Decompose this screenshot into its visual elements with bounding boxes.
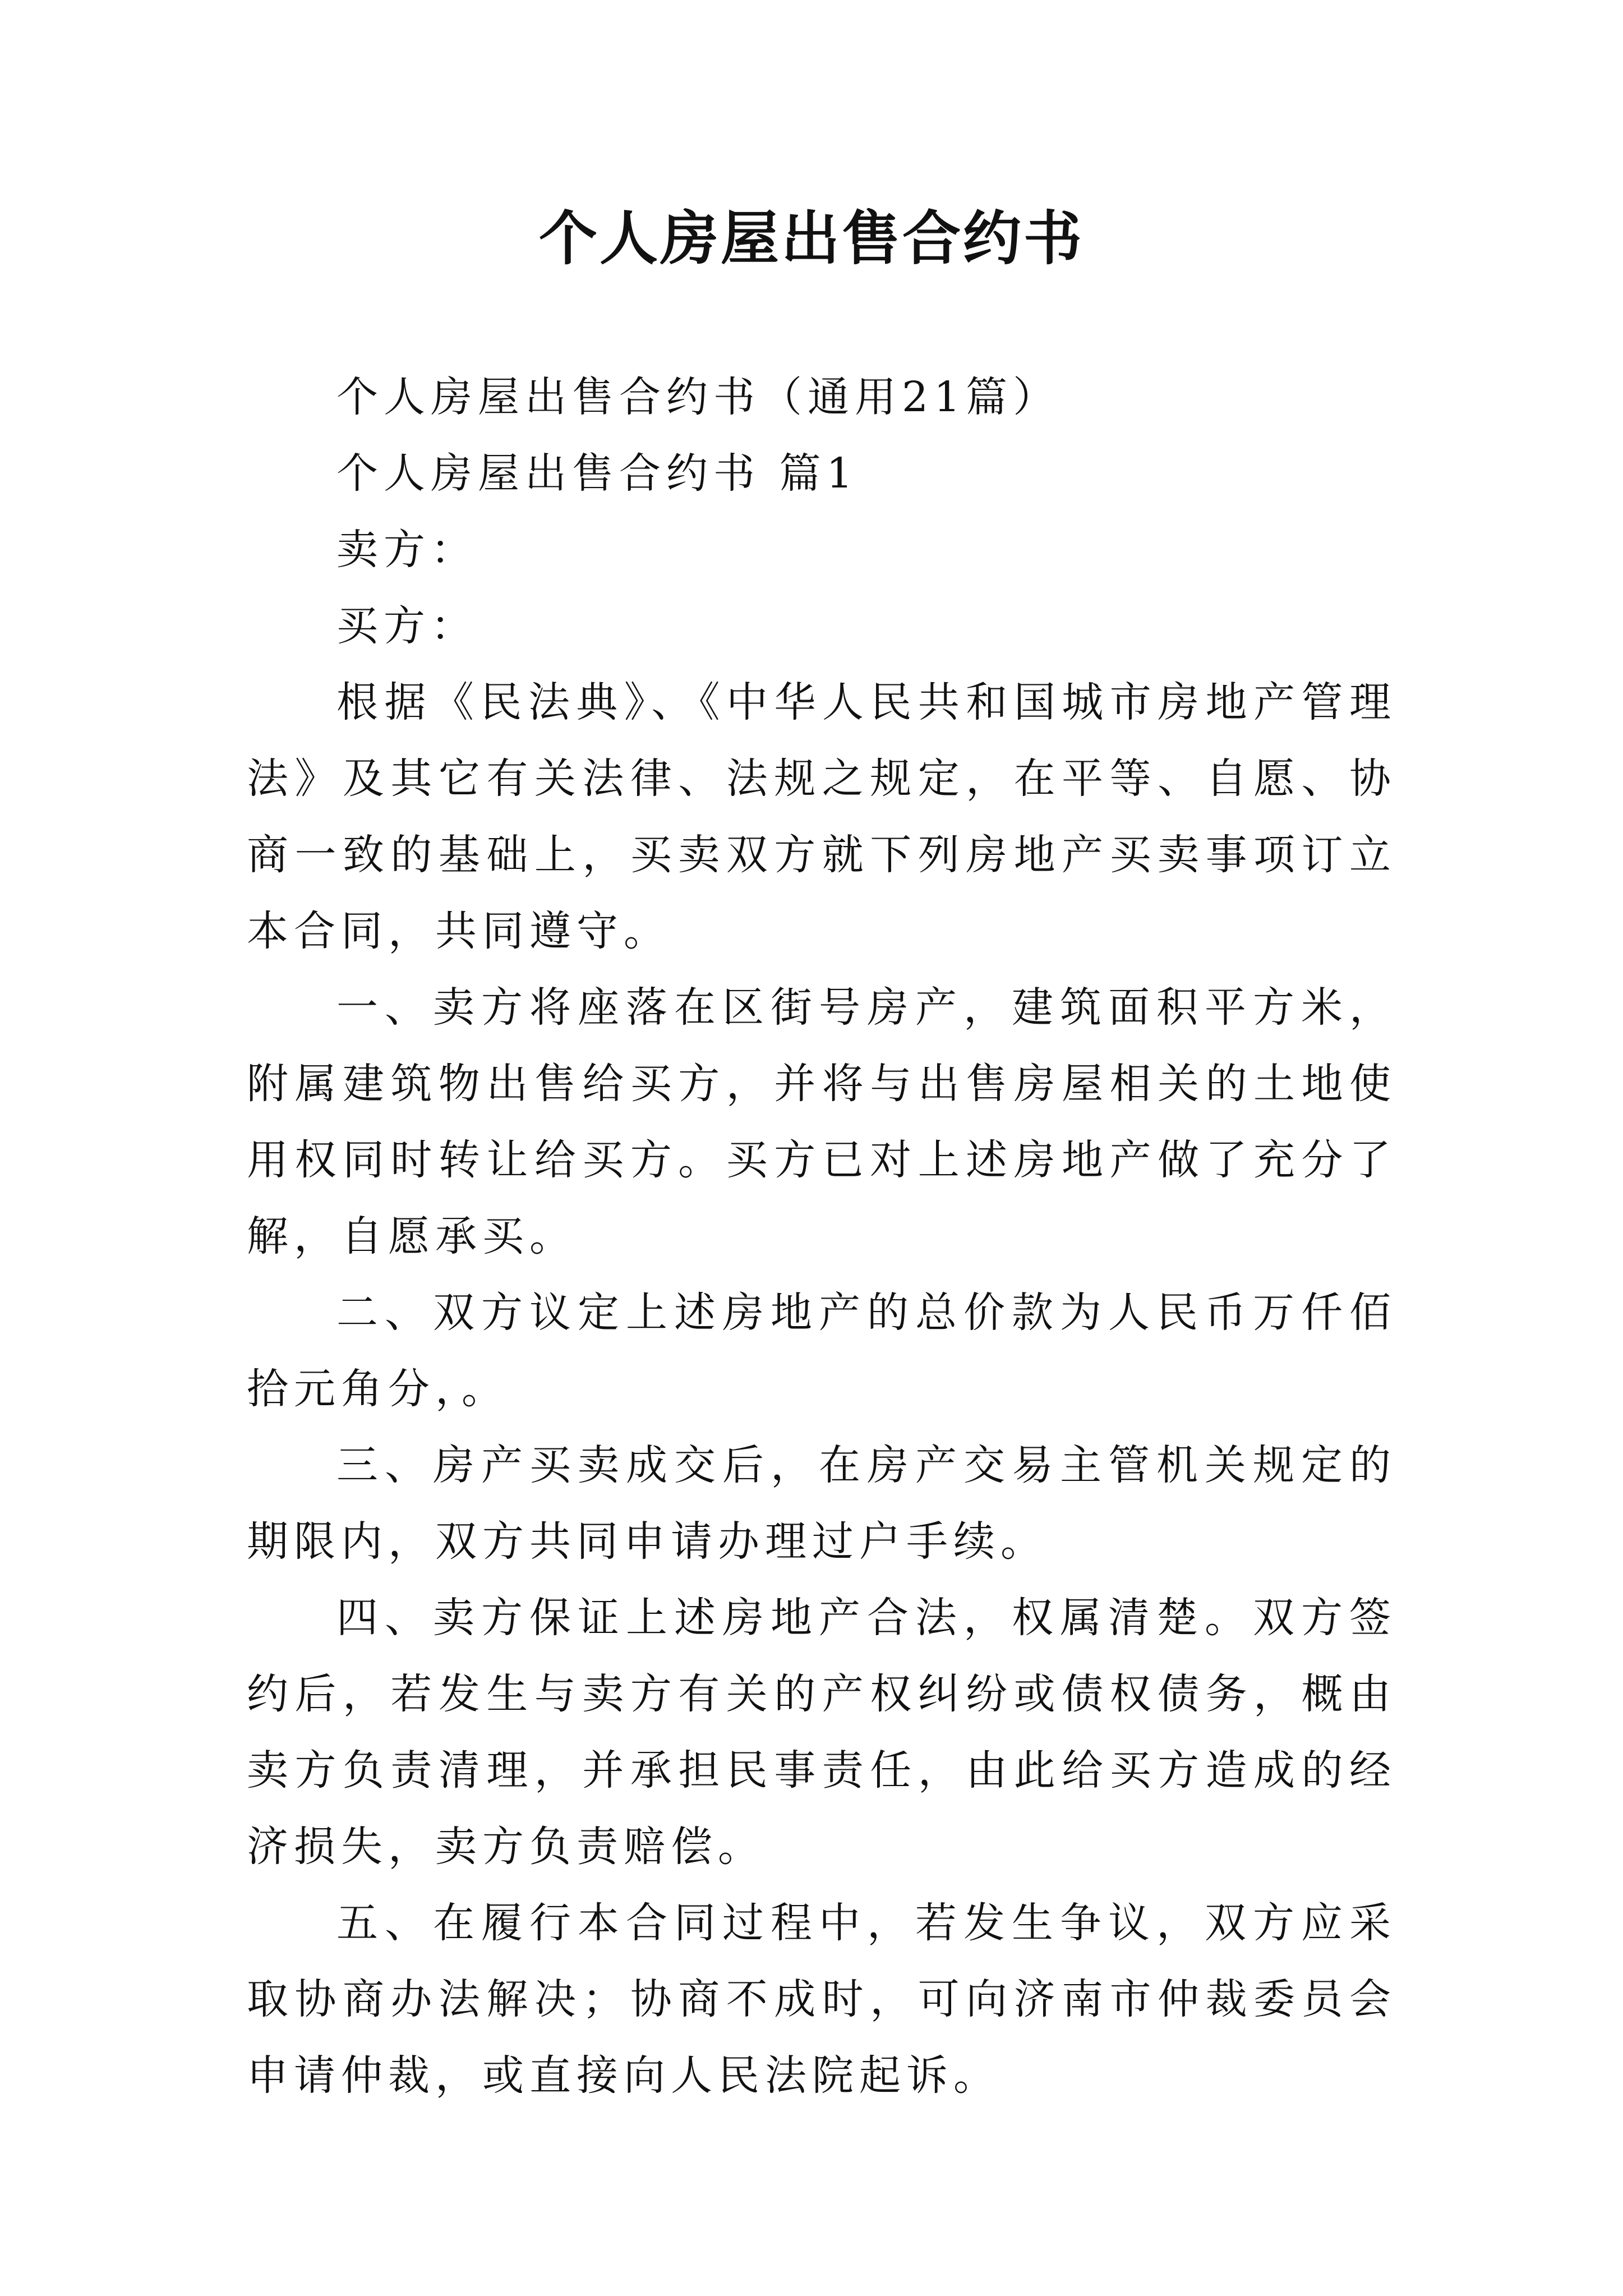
buyer-line: 买方： [336, 602, 478, 650]
clause-5: 五、在履行本合同过程中，若发生争议，双方应采取协商办法解决；协商不成时，可向济南市仲裁委员会申请仲裁，或直接向人民法院起诉。 [247, 1899, 1396, 2100]
section-heading: 个人房屋出售合约书 篇1 [336, 449, 859, 498]
clause-1: 一、卖方将座落在区街号房产，建筑面积平方米，附属建筑物出售给买方，并将与出售房屋相关的土地使用权同时转让给买方。买方已对上述房地产做了充分了解，自愿承买。 [247, 983, 1396, 1260]
preamble-paragraph: 根据《民法典》、《中华人民共和国城市房地产管理法》及其它有关法律、法规之规定，在平等、自愿、协商一致的基础上，买卖双方就下列房地产买卖事项订立本合同，共同遵守。 [247, 678, 1396, 955]
clause-4: 四、卖方保证上述房地产合法，权属清楚。双方签约后，若发生与卖方有关的产权纠纷或债权债务，概由卖方负责清理，并承担民事责任，由此给买方造成的经济损失，卖方负责赔偿。 [247, 1594, 1396, 1871]
clause-2: 二、双方议定上述房地产的总价款为人民币万仟佰拾元角分，。 [247, 1289, 1396, 1413]
clause-3: 三、房产买卖成交后，在房产交易主管机关规定的期限内，双方共同申请办理过户手续。 [247, 1441, 1396, 1566]
document-body [247, 359, 1396, 2114]
seller-line: 卖方： [336, 526, 478, 574]
subtitle-line: 个人房屋出售合约书（通用21篇） [336, 373, 1061, 421]
document-title: 个人房屋出售合约书 [538, 204, 1084, 273]
